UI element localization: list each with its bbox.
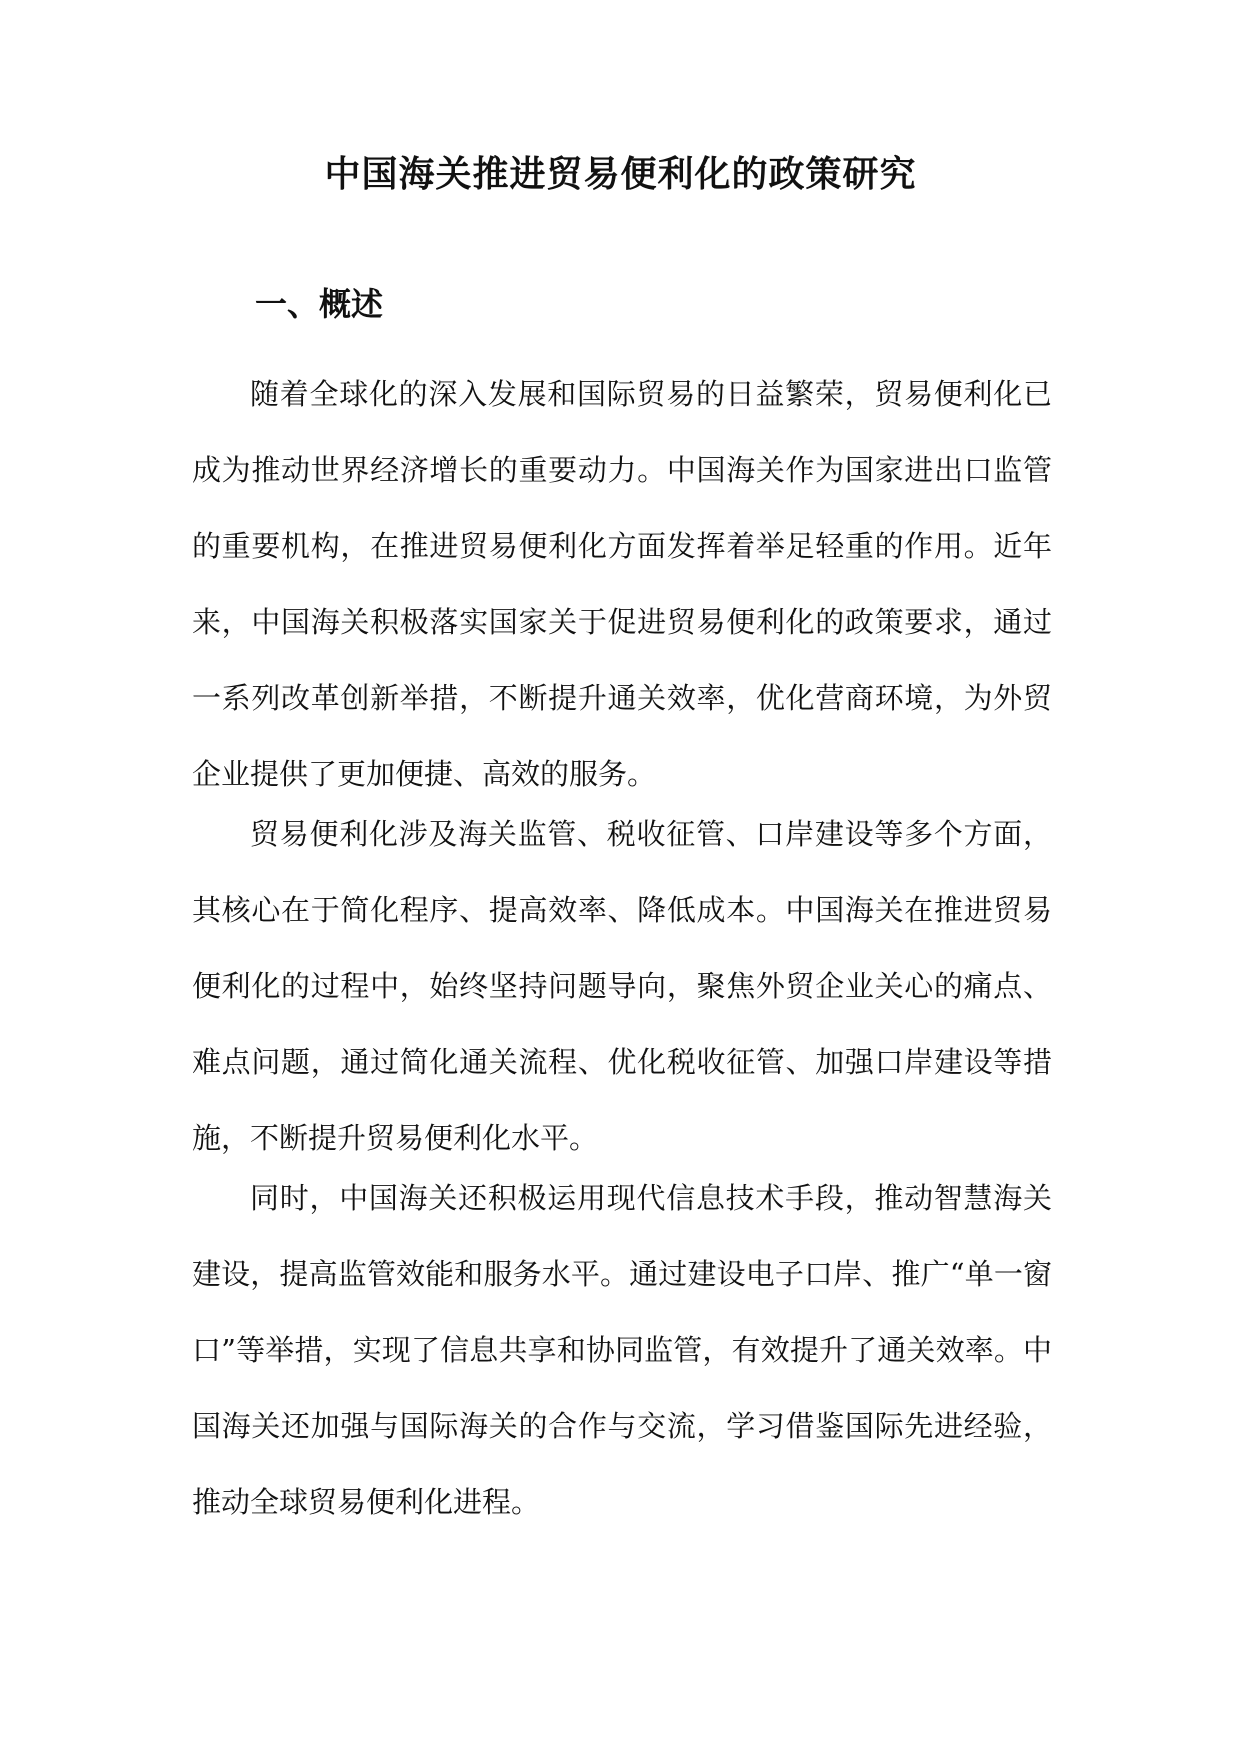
paragraph-2: 贸易便利化涉及海关监管、税收征管、口岸建设等多个方面，其核心在于简化程序、提高效率、降低成本。中国海关在推进贸易便利化的过程中，始终坚持问题导向，聚焦外贸企业关心的痛点、难点问题，通过简化通关流程、优化税收征管、加强口岸建设等措施，不断提升贸易便利化水平。 [192, 817, 1052, 1155]
paragraph-1: 随着全球化的深入发展和国际贸易的日益繁荣，贸易便利化已成为推动世界经济增长的重要动力。中国海关作为国家进出口监管的重要机构，在推进贸易便利化方面发挥着举足轻重的作用。近年来，中国海关积极落实国家关于促进贸易便利化的政策要求，通过一系列改革创新举措，不断提升通关效率，优化营商环境，为外贸企业提供了更加便捷、高效的服务。 [192, 377, 1052, 791]
section-heading-overview: 一、概述 [255, 285, 384, 323]
document-title: 中国海关推进贸易便利化的政策研究 [324, 153, 917, 195]
paragraph-3: 同时，中国海关还积极运用现代信息技术手段，推动智慧海关建设，提高监管效能和服务水平。通过建设电子口岸、推广“单一窗口”等举措，实现了信息共享和协同监管，有效提升了通关效率。中国海关还加强与国际海关的合作与交流，学习借鉴国际先进经验，推动全球贸易便利化进程。 [192, 1181, 1052, 1519]
